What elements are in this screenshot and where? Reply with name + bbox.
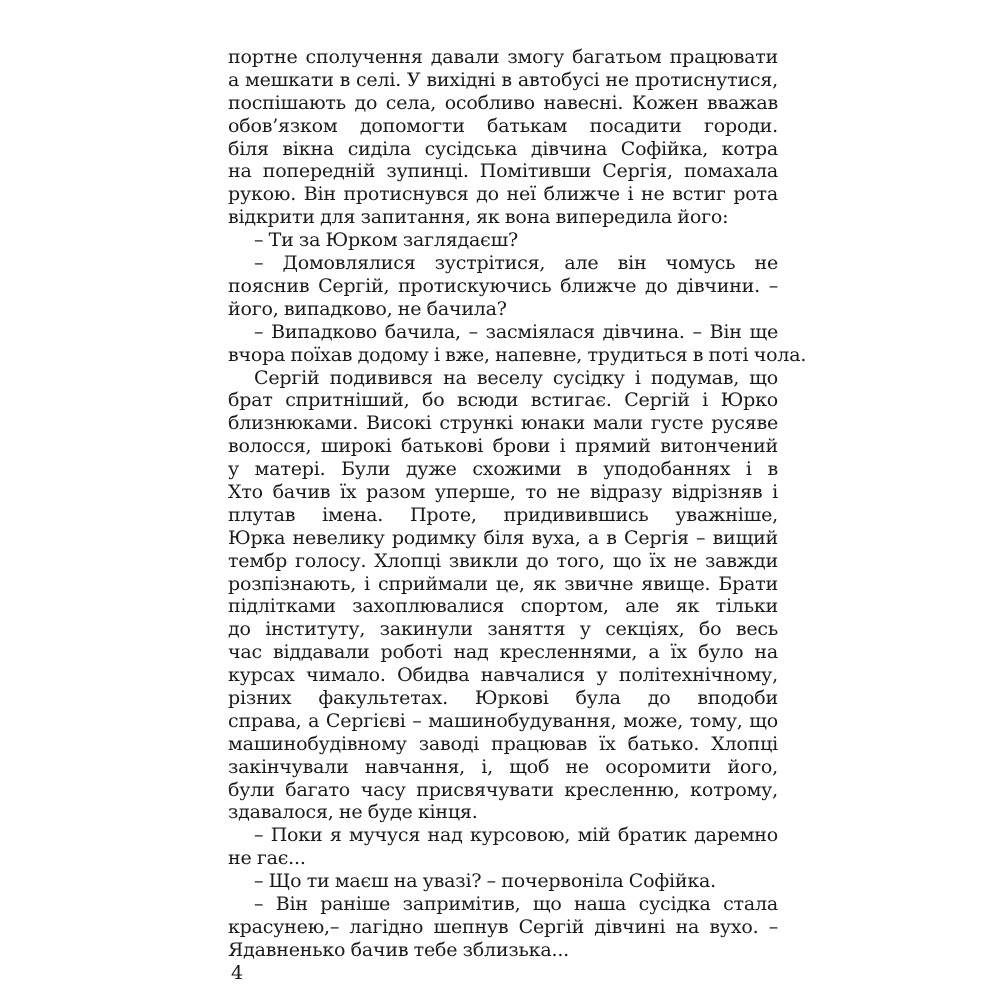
text-line: курсах чимало. Обидва навчалися у політехнічному, (228, 664, 778, 687)
text-line: красунею,– лагідно шепнув Сергій дівчині на вухо. – (228, 915, 778, 938)
text-line: відкрити для запитання, як вона випередила його: (228, 206, 729, 229)
text-line: справа, а Сергієві – машинобудування, може, тому, що (228, 709, 778, 732)
text-line: волосся, широкі батькові брови і прямий витончений (228, 435, 778, 458)
text-line: близнюками. Високі стрункі юнаки мали густе русяве (228, 412, 778, 435)
text-line: а мешкати в селі. У вихідні в автобусі не протиснутися, (228, 68, 778, 91)
text-line: були багато часу присвячувати кресленню, котрому, (228, 778, 778, 801)
text-line: Хто бачив їх разом уперше, то не відразу відрізняв і (228, 480, 778, 503)
text-line: час віддавали роботі над кресленнями, а їх було на (228, 641, 778, 664)
text-line: закінчували навчання, і, щоб не осоромити його, (228, 755, 778, 778)
text-line: обов’язком допомогти батькам посадити городи. (228, 114, 778, 137)
text-line: – Ти за Юрком заглядаєш? (254, 229, 519, 252)
text-line: Юрка невелику родимку біля вуха, а в Сергія – вищий (228, 526, 778, 549)
page-text (228, 46, 807, 962)
text-line: пояснив Сергій, протискуючись ближче до дівчини. – (228, 274, 778, 297)
text-line: біля вікна сиділа сусідська дівчина Софійка, котра (228, 137, 778, 160)
text-line: Ядавненько бачив тебе зблизька... (228, 938, 570, 961)
text-line: не гає... (228, 847, 306, 870)
text-line: – Домовлялися зустрітися, але він чомусь не (254, 252, 778, 275)
text-line: рукою. Він протиснувся до неї ближче і не встиг рота (228, 183, 778, 206)
text-line: брат спритніший, бо всюди встигає. Сергій і Юрко (228, 389, 778, 412)
text-line: плутав імена. Проте, придивившись уважніше, (228, 503, 778, 526)
page-number: 4 (231, 962, 244, 984)
text-line: – Що ти маєш на увазі? – почервоніла Софійка. (254, 870, 717, 893)
text-line: портне сполучення давали змогу багатьом працювати (228, 46, 778, 68)
text-line: – Поки я мучуся над курсовою, мій братик даремно (254, 824, 778, 847)
text-line: – Випадково бачила, – засміялася дівчина. – Він ще (254, 320, 778, 343)
text-line: його, випадково, не бачила? (228, 297, 507, 320)
text-line: до інституту, закинули заняття у секціях, бо весь (228, 618, 778, 641)
text-line: розпізнають, і сприймали це, як звичне явище. Брати (228, 572, 778, 595)
text-line: вчора поїхав додому і вже, напевне, трудиться в поті чола. (228, 343, 807, 366)
text-line: тембр голосу. Хлопці звикли до того, що їх не завжди (228, 549, 778, 572)
text-line: – Він раніше запримітив, що наша сусідка стала (254, 893, 778, 916)
text-line: Сергій подивився на веселу сусідку і подумав, що (254, 366, 778, 389)
text-line: машинобудівному заводі працював їх батько. Хлопці (228, 732, 778, 755)
text-line: на попередній зупинці. Помітивши Сергія, помахала (228, 160, 778, 183)
text-line: здавалося, не буде кінця. (228, 801, 478, 824)
text-line: підлітками захоплювалися спортом, але як тільки (228, 595, 778, 618)
text-line: різних факультетах. Юркові була до вподоби (228, 687, 778, 709)
text-line: поспішають до села, особливо навесні. Кожен вважав (228, 91, 778, 114)
text-line: у матері. Були дуже схожими в уподобаннях і в (228, 458, 778, 481)
